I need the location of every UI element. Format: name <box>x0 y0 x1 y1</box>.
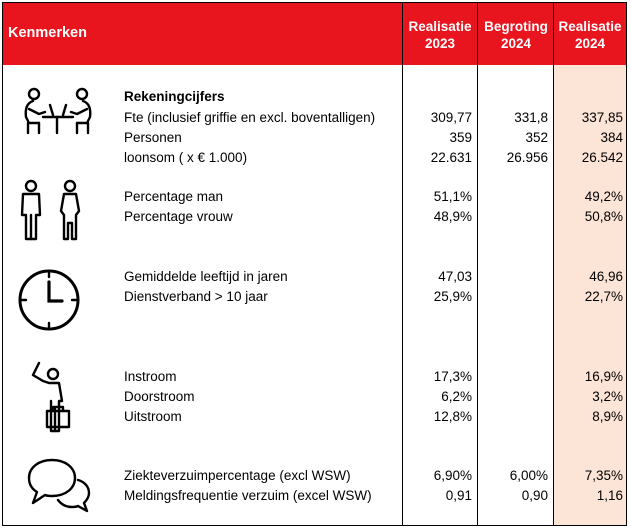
value-realisatie-2024: 3,2% <box>592 389 623 404</box>
value-realisatie-2023: 0,91 <box>445 488 472 503</box>
value-realisatie-2024: 49,2% <box>584 189 623 204</box>
value-realisatie-2023: 309,77 <box>430 110 472 125</box>
value-begroting-2024: 26.956 <box>506 150 548 165</box>
header-label: Realisatie <box>558 19 622 34</box>
value-realisatie-2024: 7,35% <box>584 468 623 483</box>
speech-bubbles-icon <box>26 457 92 513</box>
value-realisatie-2023: 12,8% <box>433 409 472 424</box>
person-briefcase-icon <box>29 361 85 435</box>
header-label: Begroting <box>484 19 548 34</box>
clock-icon <box>16 267 82 333</box>
row-label: Dienstverband > 10 jaar <box>124 289 268 304</box>
value-realisatie-2023: 48,9% <box>433 209 472 224</box>
value-realisatie-2024: 26.542 <box>581 150 623 165</box>
value-realisatie-2024: 1,16 <box>596 488 623 503</box>
column-divider <box>477 3 478 525</box>
column-divider <box>402 3 403 525</box>
kenmerken-table <box>2 2 627 526</box>
value-realisatie-2024: 22,7% <box>584 289 623 304</box>
value-realisatie-2024: 337,85 <box>581 110 623 125</box>
value-realisatie-2024: 46,96 <box>589 269 623 284</box>
row-label: Instroom <box>124 369 177 384</box>
value-realisatie-2023: 6,2% <box>441 389 472 404</box>
table-header <box>3 3 626 65</box>
header-year: 2023 <box>424 36 456 51</box>
row-label: Ziekteverzuimpercentage (excl WSW) <box>124 468 351 483</box>
row-label: Personen <box>124 130 182 145</box>
header-realisatie-2024 <box>554 18 626 52</box>
row-label: loonsom ( x € 1.000) <box>124 150 248 165</box>
meeting-people-icon <box>17 87 99 135</box>
row-label: Gemiddelde leeftijd in jaren <box>124 269 288 284</box>
value-realisatie-2024: 8,9% <box>592 409 623 424</box>
section-title: Rekeningcijfers <box>124 89 225 104</box>
header-year: 2024 <box>500 36 532 51</box>
value-realisatie-2023: 25,9% <box>433 289 472 304</box>
row-label: Percentage man <box>124 189 224 204</box>
value-realisatie-2023: 17,3% <box>433 369 472 384</box>
value-realisatie-2023: 22.631 <box>430 150 472 165</box>
column-divider <box>553 3 554 525</box>
header-realisatie-2023 <box>403 18 477 52</box>
header-label: Realisatie <box>408 19 472 34</box>
row-label: Fte (inclusief griffie en excl. boventalligen) <box>124 110 376 125</box>
value-begroting-2024: 0,90 <box>521 488 548 503</box>
value-realisatie-2023: 51,1% <box>433 189 472 204</box>
value-realisatie-2024: 50,8% <box>584 209 623 224</box>
value-begroting-2024: 6,00% <box>509 468 548 483</box>
value-realisatie-2023: 47,03 <box>438 269 472 284</box>
row-label: Doorstroom <box>124 389 195 404</box>
value-begroting-2024: 331,8 <box>514 110 548 125</box>
header-title: Kenmerken <box>8 25 87 41</box>
value-realisatie-2024: 16,9% <box>584 369 623 384</box>
value-realisatie-2024: 384 <box>600 130 623 145</box>
value-realisatie-2023: 6,90% <box>433 468 472 483</box>
row-label: Uitstroom <box>124 409 182 424</box>
row-label: Meldingsfrequentie verzuim (excel WSW) <box>124 488 372 503</box>
value-begroting-2024: 352 <box>525 130 548 145</box>
header-year: 2024 <box>574 36 606 51</box>
man-woman-icon <box>15 179 87 243</box>
value-realisatie-2023: 359 <box>449 130 472 145</box>
row-label: Percentage vrouw <box>124 209 233 224</box>
header-begroting-2024 <box>478 18 554 52</box>
